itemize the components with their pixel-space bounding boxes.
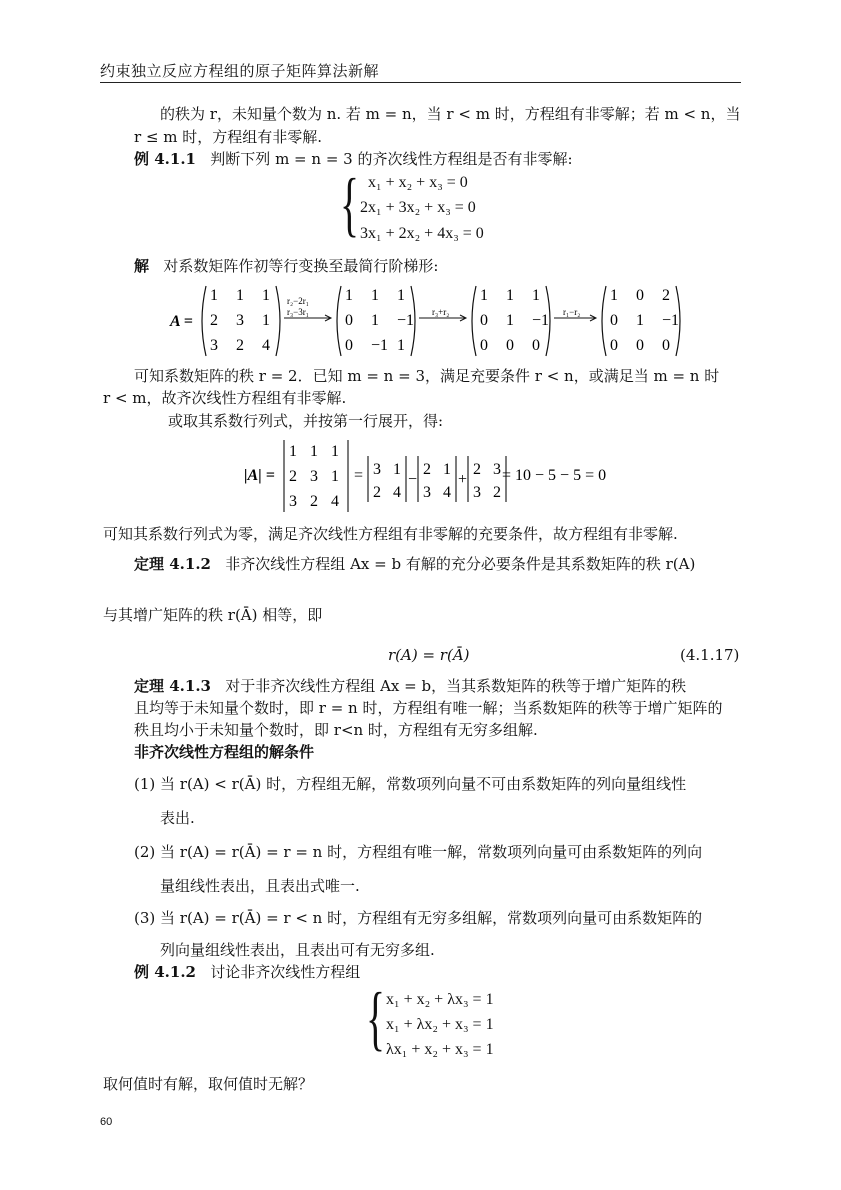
matrix-m2-cell: −1 [397, 312, 415, 329]
matrix-m4-cell: 0 [636, 337, 644, 354]
matrix-m1-cell: 4 [262, 337, 270, 354]
matrix-m3-cell: 1 [532, 287, 540, 304]
matrix-m4-cell: 0 [610, 337, 618, 354]
determinant-expansion [240, 436, 620, 514]
condition2-line2: 量组线性表出，且表出式唯一. [160, 877, 360, 895]
matrix-m4-cell: 1 [636, 312, 644, 329]
theorem3-line3: 秩且均小于未知量个数时，即 r<n 时，方程组有无穷多组解. [134, 721, 538, 739]
matrix-m2-cell: −1 [371, 337, 389, 354]
det2-d2-cell: 2 [373, 484, 381, 501]
matrix-reduction [160, 280, 700, 362]
condition3-line1: (3) 当 r(A) = r(Ā) = r < n 时，方程组有无穷多组解，常数项列向量可由系数矩阵的 [134, 909, 703, 927]
det2-d2-cell: 3 [373, 461, 381, 478]
theorem2-line2: 与其增广矩阵的秩 r(Ā) 相等，即 [103, 606, 323, 624]
para2-line2: r < m，故齐次线性方程组有非零解. [103, 389, 347, 407]
det3-cell: 4 [331, 493, 339, 510]
theorem2-line1 [134, 554, 695, 574]
matrix-m4-cell: 2 [662, 287, 670, 304]
matrix-m2-cell: 1 [397, 287, 405, 304]
det2-d2-operator: − [408, 471, 418, 488]
matrix-m3-cell: 1 [506, 312, 514, 329]
det2-d3-cell: 2 [423, 461, 431, 478]
matrix-m3-cell: 0 [480, 312, 488, 329]
matrix-m2-cell: 1 [371, 312, 379, 329]
theorem3-line2: 且均等于未知量个数时，即 r = n 时，方程组有唯一解；当系数矩阵的秩等于增广矩阵的 [134, 699, 723, 717]
matrix-m3-cell: 0 [532, 337, 540, 354]
det3-cell: 1 [289, 443, 297, 460]
condition1-line2: 表出. [160, 809, 195, 827]
para1-line1: 的秩为 r，未知量个数为 n. 若 m = n，当 r < m 时，方程组有非零解；若 m < n，当 [160, 105, 741, 123]
matrix-m1-right-paren [276, 286, 280, 356]
det2-d3-operator: + [458, 471, 468, 488]
matrix-m4-cell: 0 [662, 337, 670, 354]
system1-brace: { [340, 164, 360, 244]
det3-cell: 2 [310, 493, 318, 510]
solution1-heading [134, 256, 438, 276]
system1-eq2: 2x₁ + 3x₂ + x₃ = 0 [360, 199, 476, 216]
system2-eq1: x₁ + x₂ + λx₃ = 1 [386, 991, 494, 1008]
solution1-text: 对系数矩阵作初等行变换至最简行阶梯形: [163, 257, 439, 275]
matrix-m1-cell: 2 [210, 312, 218, 329]
det-equals: = [354, 467, 364, 484]
example2-text: 讨论非齐次线性方程组 [210, 963, 361, 981]
det2-d4-cell: 3 [493, 461, 501, 478]
para2-line1: 可知系数矩阵的秩 r = 2．已知 m = n = 3，满足充要条件 r < n，或满足当 m = n 时 [134, 367, 720, 385]
op3-label: r₁−r₂ [563, 307, 581, 317]
theorem2-text: 非齐次线性方程组 Ax = b 有解的充分必要条件是其系数矩阵的秩 r(A) [225, 555, 696, 573]
para3-line1: 可知其系数行列式为零，满足齐次线性方程组有非零解的充要条件，故方程组有非零解. [103, 525, 678, 543]
op1a-label: r₂−2r₁ [287, 296, 309, 306]
theorem3-line1 [134, 676, 686, 696]
system1-eq3: 3x₁ + 2x₂ + 4x₃ = 0 [360, 225, 484, 242]
matrix-m4-cell: 0 [636, 287, 644, 304]
matrix-m1-cell: 1 [262, 287, 270, 304]
op1b-label: r₃−3r₁ [287, 307, 309, 317]
det3-cell: 1 [310, 443, 318, 460]
det-result: = 10 − 5 − 5 = 0 [502, 467, 607, 484]
det2-d3-cell: 3 [423, 484, 431, 501]
matrix-m3-cell: 0 [506, 337, 514, 354]
example2-heading [134, 962, 360, 982]
matrix-m4-cell: 0 [610, 312, 618, 329]
header-rule [100, 82, 741, 83]
system2-eq2: x₁ + λx₂ + x₃ = 1 [386, 1016, 494, 1033]
matrix-m1-left-paren [202, 286, 206, 356]
page-number: 60 [100, 1116, 113, 1128]
theorem2-eqnum: (4.1.17) [680, 646, 740, 664]
matrix-m4-left-paren [602, 286, 606, 356]
system2-eq3: λx₁ + x₂ + x₃ = 1 [386, 1041, 494, 1058]
matrix-m1-cell: 1 [210, 287, 218, 304]
para2-line3: 或取其系数行列式，并按第一行展开，得: [168, 412, 444, 430]
example2-label: 例 4.1.2 [134, 963, 196, 981]
matrix-m1-cell: 3 [236, 312, 244, 329]
condition3-line2: 列向量组线性表出，且表出可有无穷多组. [160, 941, 435, 959]
theorem3-label: 定理 4.1.3 [134, 677, 211, 695]
det2-d3-cell: 1 [443, 461, 451, 478]
matrix-m2-left-paren [337, 286, 341, 356]
conditions-heading: 非齐次线性方程组的解条件 [134, 743, 315, 761]
matrix-m2-cell: 1 [397, 337, 405, 354]
example2-question: 取何值时有解，取何值时无解？ [103, 1075, 314, 1093]
det2-d4-cell: 2 [473, 461, 481, 478]
matrix-label: A = [170, 313, 193, 330]
matrix-m1-cell: 2 [236, 337, 244, 354]
matrix-m2-cell: 0 [345, 312, 353, 329]
det2-d2-cell: 4 [393, 484, 401, 501]
det2-d4-cell: 2 [493, 484, 501, 501]
theorem2-formula: r(A) = r(Ā) [388, 646, 470, 664]
det3-cell: 3 [289, 493, 297, 510]
det2-d4-cell: 3 [473, 484, 481, 501]
para1-line2: r ≤ m 时，方程组有非零解. [134, 128, 323, 146]
theorem3-text: 对于非齐次线性方程组 Ax = b，当其系数矩阵的秩等于增广矩阵的秩 [225, 677, 687, 695]
matrix-m2-cell: 0 [345, 337, 353, 354]
matrix-m1-cell: 1 [262, 312, 270, 329]
theorem2-label: 定理 4.1.2 [134, 555, 211, 573]
condition2-line1: (2) 当 r(A) = r(Ā) = r = n 时，方程组有唯一解，常数项列向量可由系数矩阵的列向 [134, 843, 703, 861]
condition1-line1: (1) 当 r(A) < r(Ā) 时，方程组无解，常数项列向量不可由系数矩阵的列向量组线性 [134, 775, 687, 793]
matrix-m4-cell: −1 [662, 312, 680, 329]
system2-brace: { [366, 978, 386, 1058]
det3-cell: 2 [289, 468, 297, 485]
det3-cell: 3 [310, 468, 318, 485]
matrix-m1-cell: 1 [236, 287, 244, 304]
system1-eq1: x₁ + x₂ + x₃ = 0 [368, 174, 468, 191]
det2-d3-cell: 4 [443, 484, 451, 501]
matrix-m3-cell: 0 [480, 337, 488, 354]
matrix-m3-cell: −1 [532, 312, 550, 329]
matrix-m1-cell: 3 [210, 337, 218, 354]
running-header: 约束独立反应方程组的原子矩阵算法新解 [100, 62, 380, 80]
matrix-m2-cell: 1 [371, 287, 379, 304]
example1-label: 例 4.1.1 [134, 150, 196, 168]
matrix-m3-cell: 1 [480, 287, 488, 304]
matrix-m2-cell: 1 [345, 287, 353, 304]
matrix-m3-left-paren [472, 286, 476, 356]
det3-cell: 1 [331, 468, 339, 485]
example1-text: 判断下列 m = n = 3 的齐次线性方程组是否有非零解: [210, 150, 573, 168]
det3-cell: 1 [331, 443, 339, 460]
solution1-label: 解 [134, 257, 150, 275]
det-lhs: |A| = [244, 467, 275, 484]
matrix-m4-cell: 1 [610, 287, 618, 304]
op2-label: r₃+r₂ [432, 307, 450, 317]
matrix-m3-cell: 1 [506, 287, 514, 304]
det2-d2-cell: 1 [393, 461, 401, 478]
